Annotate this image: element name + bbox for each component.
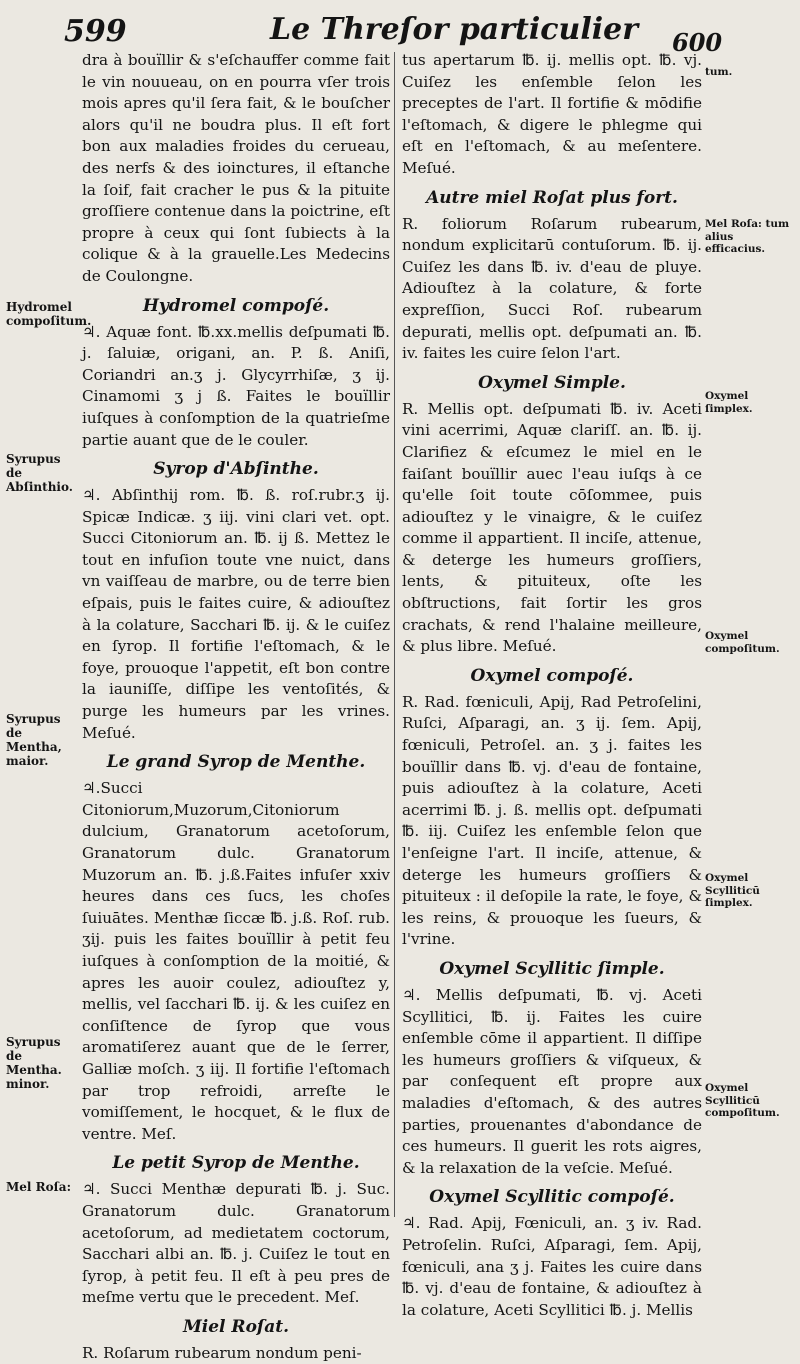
paragraph: R. Roſarum rubearum nondum peni- <box>82 1343 362 1362</box>
left-column <box>82 50 390 1364</box>
section-heading: Hydromel compoſé. <box>142 295 330 316</box>
section-heading: Le grand Syrop de Menthe. <box>106 752 366 773</box>
paragraph: ♃. Succi Menthæ depurati ℔. j. Suc. Granatorum dulc. Granatorum acetoſorum, ad medietatem coctorum, Sacchari albi an. ℔. j. Cuiſez le tout en ſyrop, à petit feu. Il eſt à peu pres de meſme vertu que le precedent. Meſ. <box>82 1180 390 1307</box>
section-heading: Oxymel compoſé. <box>470 665 634 686</box>
paragraph: ♃. Mellis deſpumati, ℔. vj. Aceti Scyllitici, ℔. ij. Faites les cuire enſemble cōme il appartient. Il diſſipe les humeurs groſſiers & viſqueux, & par conſequent eſt propre aux maladies d'eſtomach, & des autres parties, prouenantes d'abondance de ces humeurs. Il guerit les rots aigres, & la relaxation de la veſcie. Meſué. <box>402 985 702 1177</box>
margin-note: Syrupus de Mentha. minor. <box>6 1035 62 1091</box>
margin-note: Mel Roſa: <box>6 1180 71 1194</box>
margin-note: Mel Roſa: tum alius efficacius. <box>705 218 790 255</box>
paragraph: ♃. Aquæ font. ℔.xx.mellis deſpumati ℔. j. ſaluiæ, origani, an. P. ß. Aniſi, Coriandri an.ʒ j. Glycyrrhiſæ, ʒ ij. Cinamomi ʒ j ß. Faites le bouïllir iuſques à conſomption de la quatrieſme partie auant que de le couler. <box>82 322 390 449</box>
paragraph: R. Rad. fœniculi, Apij, Rad Petroſelini, Ruſci, Aſparagi, an. ʒ ij. ſem. Apij, fœniculi, Petroſel. an. ʒ j. faites les bouïllir dans ℔. vj. d'eau de fontaine, puis adiouſtez à la colature, Aceti acerrimi ℔. j. ß. mellis opt. deſpumati ℔. iij. Cuiſez les enſemble ſelon que l'enſeigne l'art. Il inciſe, attenue, & deterge les humeurs groſſiers & pituiteux : il deſopile la rate, le foye, & les reins, & prouoque les ſueurs, & l'vrine. <box>402 692 702 949</box>
column-divider <box>394 52 395 1217</box>
paragraph: R. foliorum Roſarum rubearum, nondum explicitarū contuſorum. ℔. ij. Cuiſez les dans ℔. iv. d'eau de pluye. Adiouſtez à la colature, & forte expreſſion, Succi Roſ. rubearum depurati, mellis opt. deſpumati an. ℔. iv. faites les cuire ſelon l'art. <box>402 214 702 363</box>
page-number-left: 599 <box>64 14 127 49</box>
margin-note: Syrupus de Abſinthio. <box>6 452 73 494</box>
section-heading: Oxymel Scyllitic ſimple. <box>439 958 665 979</box>
section-heading: Miel Roſat. <box>182 1316 290 1337</box>
margin-note: Oxymel ſimplex. <box>705 390 753 415</box>
paragraph: dra à bouïllir & s'eſchauffer comme fait le vin nouueau, on en pourra vſer trois mois apres qu'il ſera fait, & le bouſcher alors qu'il ne boudra plus. Il eſt fort bon aux maladies froides du cerueau, des nerfs & des ioinctures, il eſtanche la ſoif, fait cracher le pus & la pituite groſſiere contenue dans la poictrine, eſt propre à ceux qui ſont ſubiects à la colique & à la grauelle.Les Medecins de Coulongne. <box>82 51 390 285</box>
margin-note: Oxymel Scylliticū ſimplex. <box>705 872 760 909</box>
page-header <box>0 8 800 57</box>
page-number-right: 600 <box>672 28 723 57</box>
margin-note: Syrupus de Mentha, maior. <box>6 712 62 768</box>
margin-note: Oxymel Scylliticū compoſitum. <box>705 1082 780 1119</box>
running-title: Le Threſor particulier <box>270 12 639 47</box>
section-heading: Syrop d'Abſinthe. <box>153 459 319 480</box>
right-column <box>402 50 702 1321</box>
margin-note: Hydromel compoſitum. <box>6 300 92 328</box>
paragraph: ♃. Rad. Apij, Fœniculi, an. ʒ iv. Rad. Petroſelin. Ruſci, Aſparagi, ſem. Apij, fœniculi, ana ʒ j. Faites les cuire dans ℔. vj. d'eau de fontaine, & adiouſtez à la colature, Aceti Scyllitici ℔. j. Mellis <box>402 1214 702 1319</box>
margin-note: Oxymel compoſitum. <box>705 630 780 655</box>
margin-note: tum. <box>705 66 733 78</box>
paragraph: R. Mellis opt. deſpumati ℔. iv. Aceti vini acerrimi, Aquæ clariſſ. an. ℔. ij. Clarifiez & eſcumez le miel en le faiſant bouïllir auec l'eau iuſqs à ce qu'elle ſoit toute cōſommee, puis adiouſtez y le vinaigre, & le cuiſez comme il appartient. Il inciſe, attenue, & deterge les humeurs groſſiers, lents, & pituiteux, oſte les obſtructions, fait ſortir les gros crachats, & rend l'halaine meilleure, & plus libre. Meſué. <box>402 399 702 656</box>
paragraph: ♃. Abſinthij rom. ℔. ß. roſ.rubr.ʒ ij. Spicæ Indicæ. ʒ iij. vini clari vet. opt. Succi Citoniorum an. ℔. ij ß. Mettez le tout en infuſion toute vne nuict, dans vn vaiſſeau de marbre, ou de terre bien eſpais, puis le faites cuire, & adiouſtez à la colature, Sacchari ℔. ij. & le cuiſez en ſyrop. Il fortifie l'eſtomach, & le foye, prouoque l'appetit, eſt bon contre la iauniſſe, diſſipe les ventoſités, & purge les humeurs par les vrines. Meſué. <box>82 486 390 742</box>
section-heading: Le petit Syrop de Menthe. <box>112 1153 360 1174</box>
paragraph: ♃.Succi Citoniorum,Muzorum,Citoniorum dulcium, Granatorum acetoſorum, Granatorum dulc. Granatorum Muzorum an. ℔. j.ß.Faites infuſer xxiv heures dans ces ſucs, les choſes ſuiuātes. Menthæ ſiccæ ℔. j.ß. Roſ. rub. ʒij. puis les faites bouïllir à petit feu iuſques à conſomption de la moitié, & apres les auoir coulez, adiouſtez y, mellis, vel ſacchari ℔. ij. & les cuiſez en conſiſtence de ſyrop que vous aromatiſerez auant que de le ſerrer, Galliæ moſch. ʒ iij. Il fortifie l'eſtomach par trop refroidi, arreſte le vomiſſement, le hocquet, & le flux de ventre. Meſ. <box>82 779 390 1143</box>
paragraph: tus apertarum ℔. ij. mellis opt. ℔. vj. Cuiſez les enſemble ſelon les preceptes de l'art. Il fortifie & mōdifie l'eſtomach, & digere le phlegme qui eſt en l'eſtomach, & au meſentere. Meſué. <box>402 51 702 177</box>
section-heading: Autre miel Roſat plus fort. <box>426 187 678 208</box>
section-heading: Oxymel Simple. <box>478 372 626 393</box>
section-heading: Oxymel Scyllitic compoſé. <box>429 1187 675 1208</box>
